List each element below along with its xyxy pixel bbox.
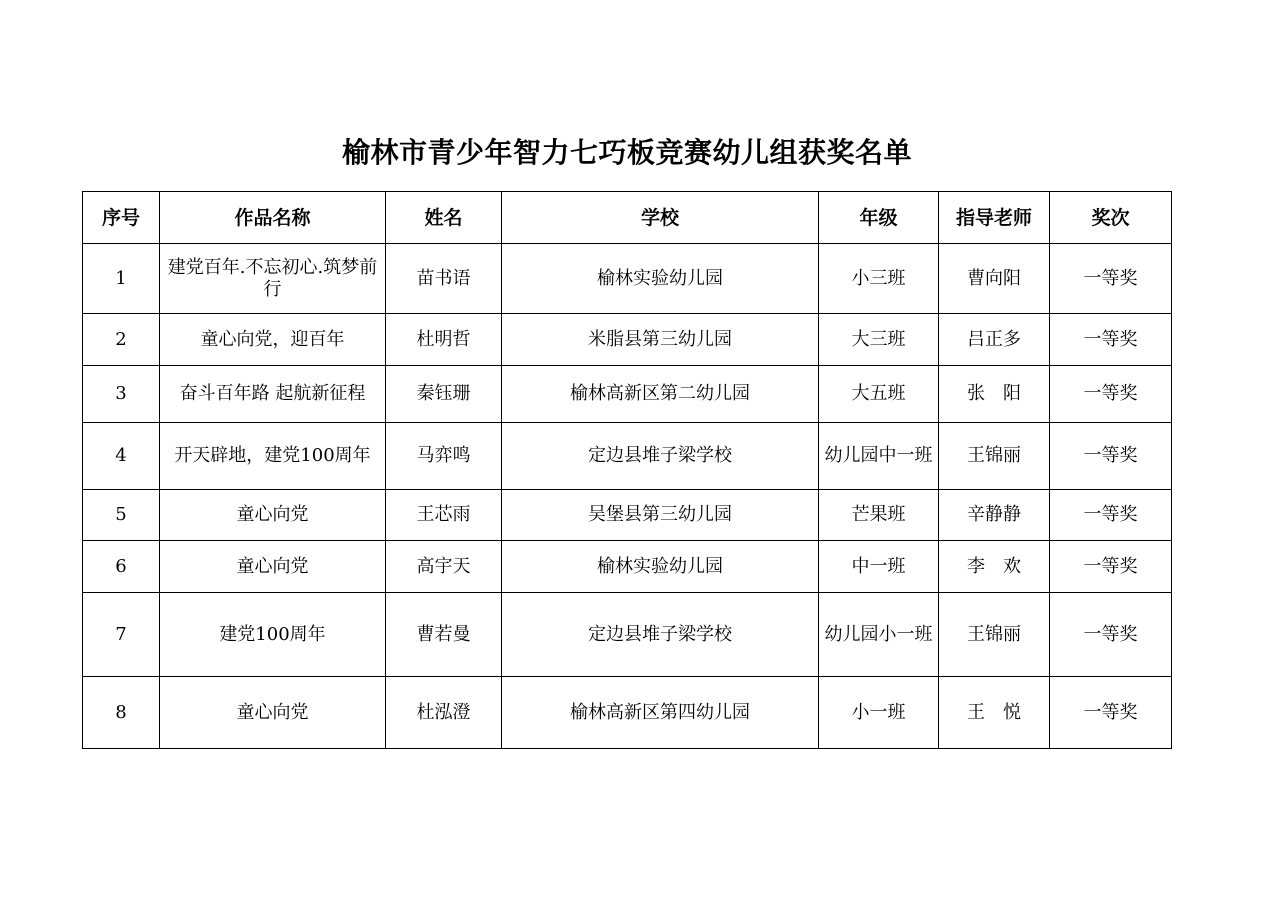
table-header-row — [83, 192, 1172, 244]
cell-teacher: 王锦丽 — [939, 593, 1050, 677]
cell-grade: 大三班 — [819, 314, 939, 366]
cell-school: 吴堡县第三幼儿园 — [502, 490, 819, 541]
cell-award: 一等奖 — [1050, 490, 1172, 541]
cell-school: 定边县堆子梁学校 — [502, 593, 819, 677]
cell-index: 4 — [83, 423, 160, 490]
table-row — [83, 366, 1172, 423]
cell-grade: 幼儿园小一班 — [819, 593, 939, 677]
cell-name: 苗书语 — [386, 244, 502, 314]
table-row — [83, 677, 1172, 749]
cell-work-title: 童心向党，迎百年 — [160, 314, 386, 366]
table-row — [83, 593, 1172, 677]
cell-teacher: 吕正多 — [939, 314, 1050, 366]
cell-work-title: 奋斗百年路 起航新征程 — [160, 366, 386, 423]
table-row — [83, 314, 1172, 366]
award-list-table — [82, 191, 1172, 749]
cell-award: 一等奖 — [1050, 677, 1172, 749]
cell-school: 榆林实验幼儿园 — [502, 541, 819, 593]
cell-name: 杜明哲 — [386, 314, 502, 366]
cell-school: 定边县堆子梁学校 — [502, 423, 819, 490]
cell-grade: 幼儿园中一班 — [819, 423, 939, 490]
cell-grade: 小三班 — [819, 244, 939, 314]
cell-grade: 芒果班 — [819, 490, 939, 541]
cell-index: 6 — [83, 541, 160, 593]
header-award: 奖次 — [1050, 192, 1172, 244]
cell-work-title: 建党百年.不忘初心.筑梦前行 — [160, 244, 386, 314]
cell-teacher: 张 阳 — [939, 366, 1050, 423]
table-row — [83, 490, 1172, 541]
table-row — [83, 541, 1172, 593]
header-teacher: 指导老师 — [939, 192, 1050, 244]
cell-teacher: 李 欢 — [939, 541, 1050, 593]
cell-name: 杜泓澄 — [386, 677, 502, 749]
header-grade: 年级 — [819, 192, 939, 244]
cell-index: 7 — [83, 593, 160, 677]
cell-award: 一等奖 — [1050, 593, 1172, 677]
cell-teacher: 王 悦 — [939, 677, 1050, 749]
table-row — [83, 244, 1172, 314]
cell-work-title: 童心向党 — [160, 541, 386, 593]
cell-index: 5 — [83, 490, 160, 541]
header-name: 姓名 — [386, 192, 502, 244]
cell-index: 3 — [83, 366, 160, 423]
document-title: 榆林市青少年智力七巧板竞赛幼儿组获奖名单 — [341, 136, 912, 169]
cell-school: 米脂县第三幼儿园 — [502, 314, 819, 366]
cell-index: 1 — [83, 244, 160, 314]
cell-name: 曹若曼 — [386, 593, 502, 677]
cell-school: 榆林高新区第二幼儿园 — [502, 366, 819, 423]
cell-name: 高宇天 — [386, 541, 502, 593]
cell-teacher: 曹向阳 — [939, 244, 1050, 314]
cell-grade: 小一班 — [819, 677, 939, 749]
cell-work-title: 开天辟地，建党100周年 — [160, 423, 386, 490]
header-work-title: 作品名称 — [160, 192, 386, 244]
table-row — [83, 423, 1172, 490]
cell-name: 秦钰珊 — [386, 366, 502, 423]
cell-teacher: 王锦丽 — [939, 423, 1050, 490]
cell-grade: 大五班 — [819, 366, 939, 423]
cell-award: 一等奖 — [1050, 423, 1172, 490]
header-school: 学校 — [502, 192, 819, 244]
cell-index: 8 — [83, 677, 160, 749]
cell-work-title: 童心向党 — [160, 490, 386, 541]
cell-work-title: 建党100周年 — [160, 593, 386, 677]
header-index: 序号 — [83, 192, 160, 244]
cell-work-title: 童心向党 — [160, 677, 386, 749]
cell-name: 王芯雨 — [386, 490, 502, 541]
cell-grade: 中一班 — [819, 541, 939, 593]
cell-school: 榆林高新区第四幼儿园 — [502, 677, 819, 749]
cell-award: 一等奖 — [1050, 314, 1172, 366]
cell-teacher: 辛静静 — [939, 490, 1050, 541]
cell-award: 一等奖 — [1050, 366, 1172, 423]
cell-award: 一等奖 — [1050, 541, 1172, 593]
cell-award: 一等奖 — [1050, 244, 1172, 314]
cell-index: 2 — [83, 314, 160, 366]
cell-school: 榆林实验幼儿园 — [502, 244, 819, 314]
cell-name: 马弈鸣 — [386, 423, 502, 490]
